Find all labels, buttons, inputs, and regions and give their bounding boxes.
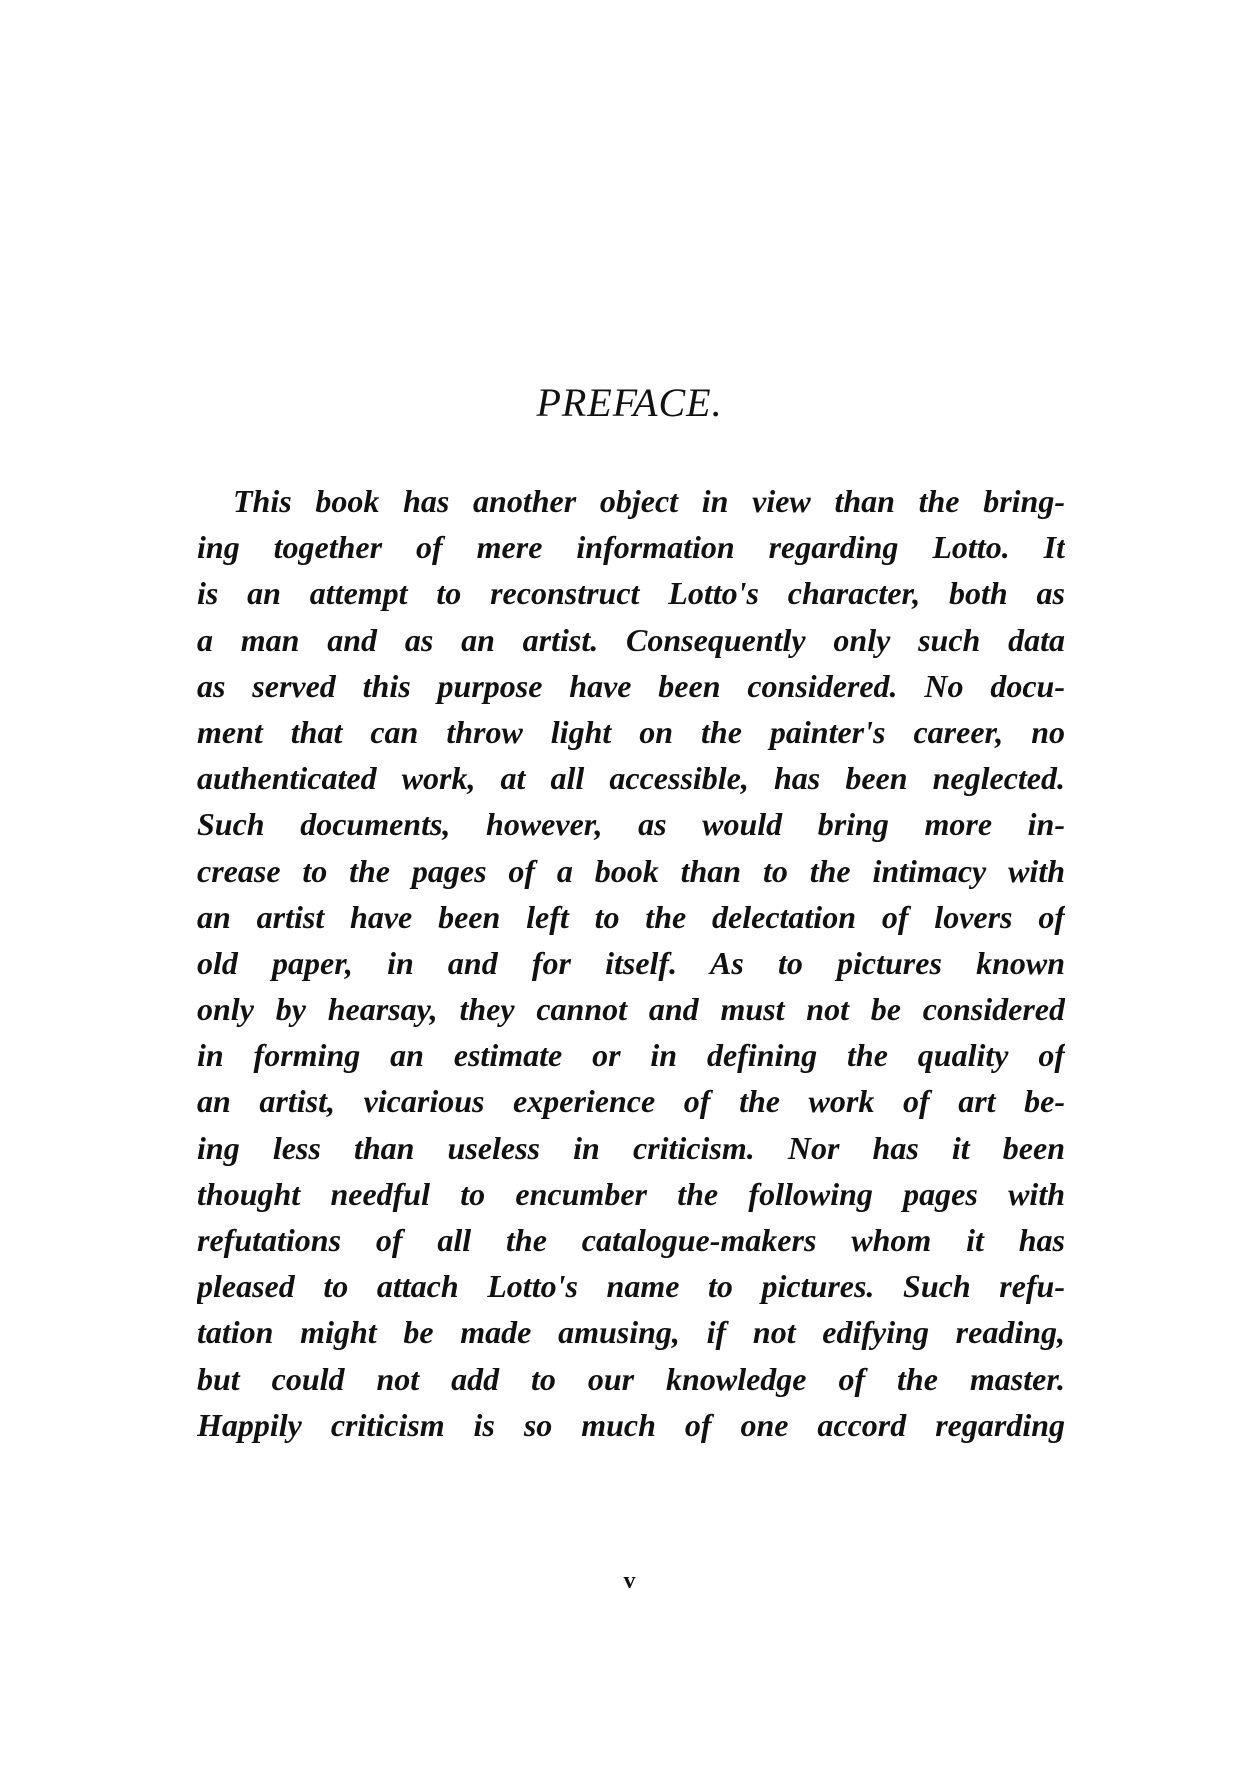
page-number: v (623, 1568, 636, 1594)
text-line: crease to the pages of a book than to the intimacy with (197, 852, 1065, 889)
text-line: a man and as an artist. Consequently only such data (197, 621, 1065, 658)
text-line: This book has another object in view than the bring- (233, 483, 1065, 519)
text-line: ing less than useless in criticism. Nor has it been (197, 1129, 1065, 1166)
text-line: an artist, vicarious experience of the work of art be- (197, 1083, 1065, 1120)
text-line: in forming an estimate or in defining the quality of (197, 1037, 1065, 1074)
text-line: pleased to attach Lotto's name to pictures. Such refu- (197, 1268, 1065, 1305)
page-title: PREFACE. (536, 380, 723, 425)
text-line: is an attempt to reconstruct Lotto's character, both as (197, 575, 1065, 612)
preface-body (197, 478, 1065, 1448)
text-line: an artist have been left to the delectation of lovers of (197, 898, 1065, 935)
text-line: refutations of all the catalogue-makers whom it has (197, 1222, 1065, 1258)
text-line: Such documents, however, as would bring more in- (197, 806, 1065, 843)
text-line: old paper, in and for itself. As to pictures known (197, 944, 1065, 981)
text-line: thought needful to encumber the following pages with (197, 1175, 1065, 1212)
text-line: only by hearsay, they cannot and must not be considered (197, 991, 1065, 1028)
text-line: as served this purpose have been considered. No docu- (197, 667, 1065, 704)
text-line: ment that can throw light on the painter's career, no (197, 713, 1065, 750)
text-line: authenticated work, at all accessible, has been neglected. (197, 760, 1065, 797)
text-line: ing together of mere information regarding Lotto. It (197, 529, 1065, 566)
text-line: but could not add to our knowledge of the master. (197, 1360, 1065, 1397)
text-line: Happily criticism is so much of one accord regarding (197, 1406, 1065, 1443)
text-line: tation might be made amusing, if not edifying reading, (197, 1314, 1065, 1351)
